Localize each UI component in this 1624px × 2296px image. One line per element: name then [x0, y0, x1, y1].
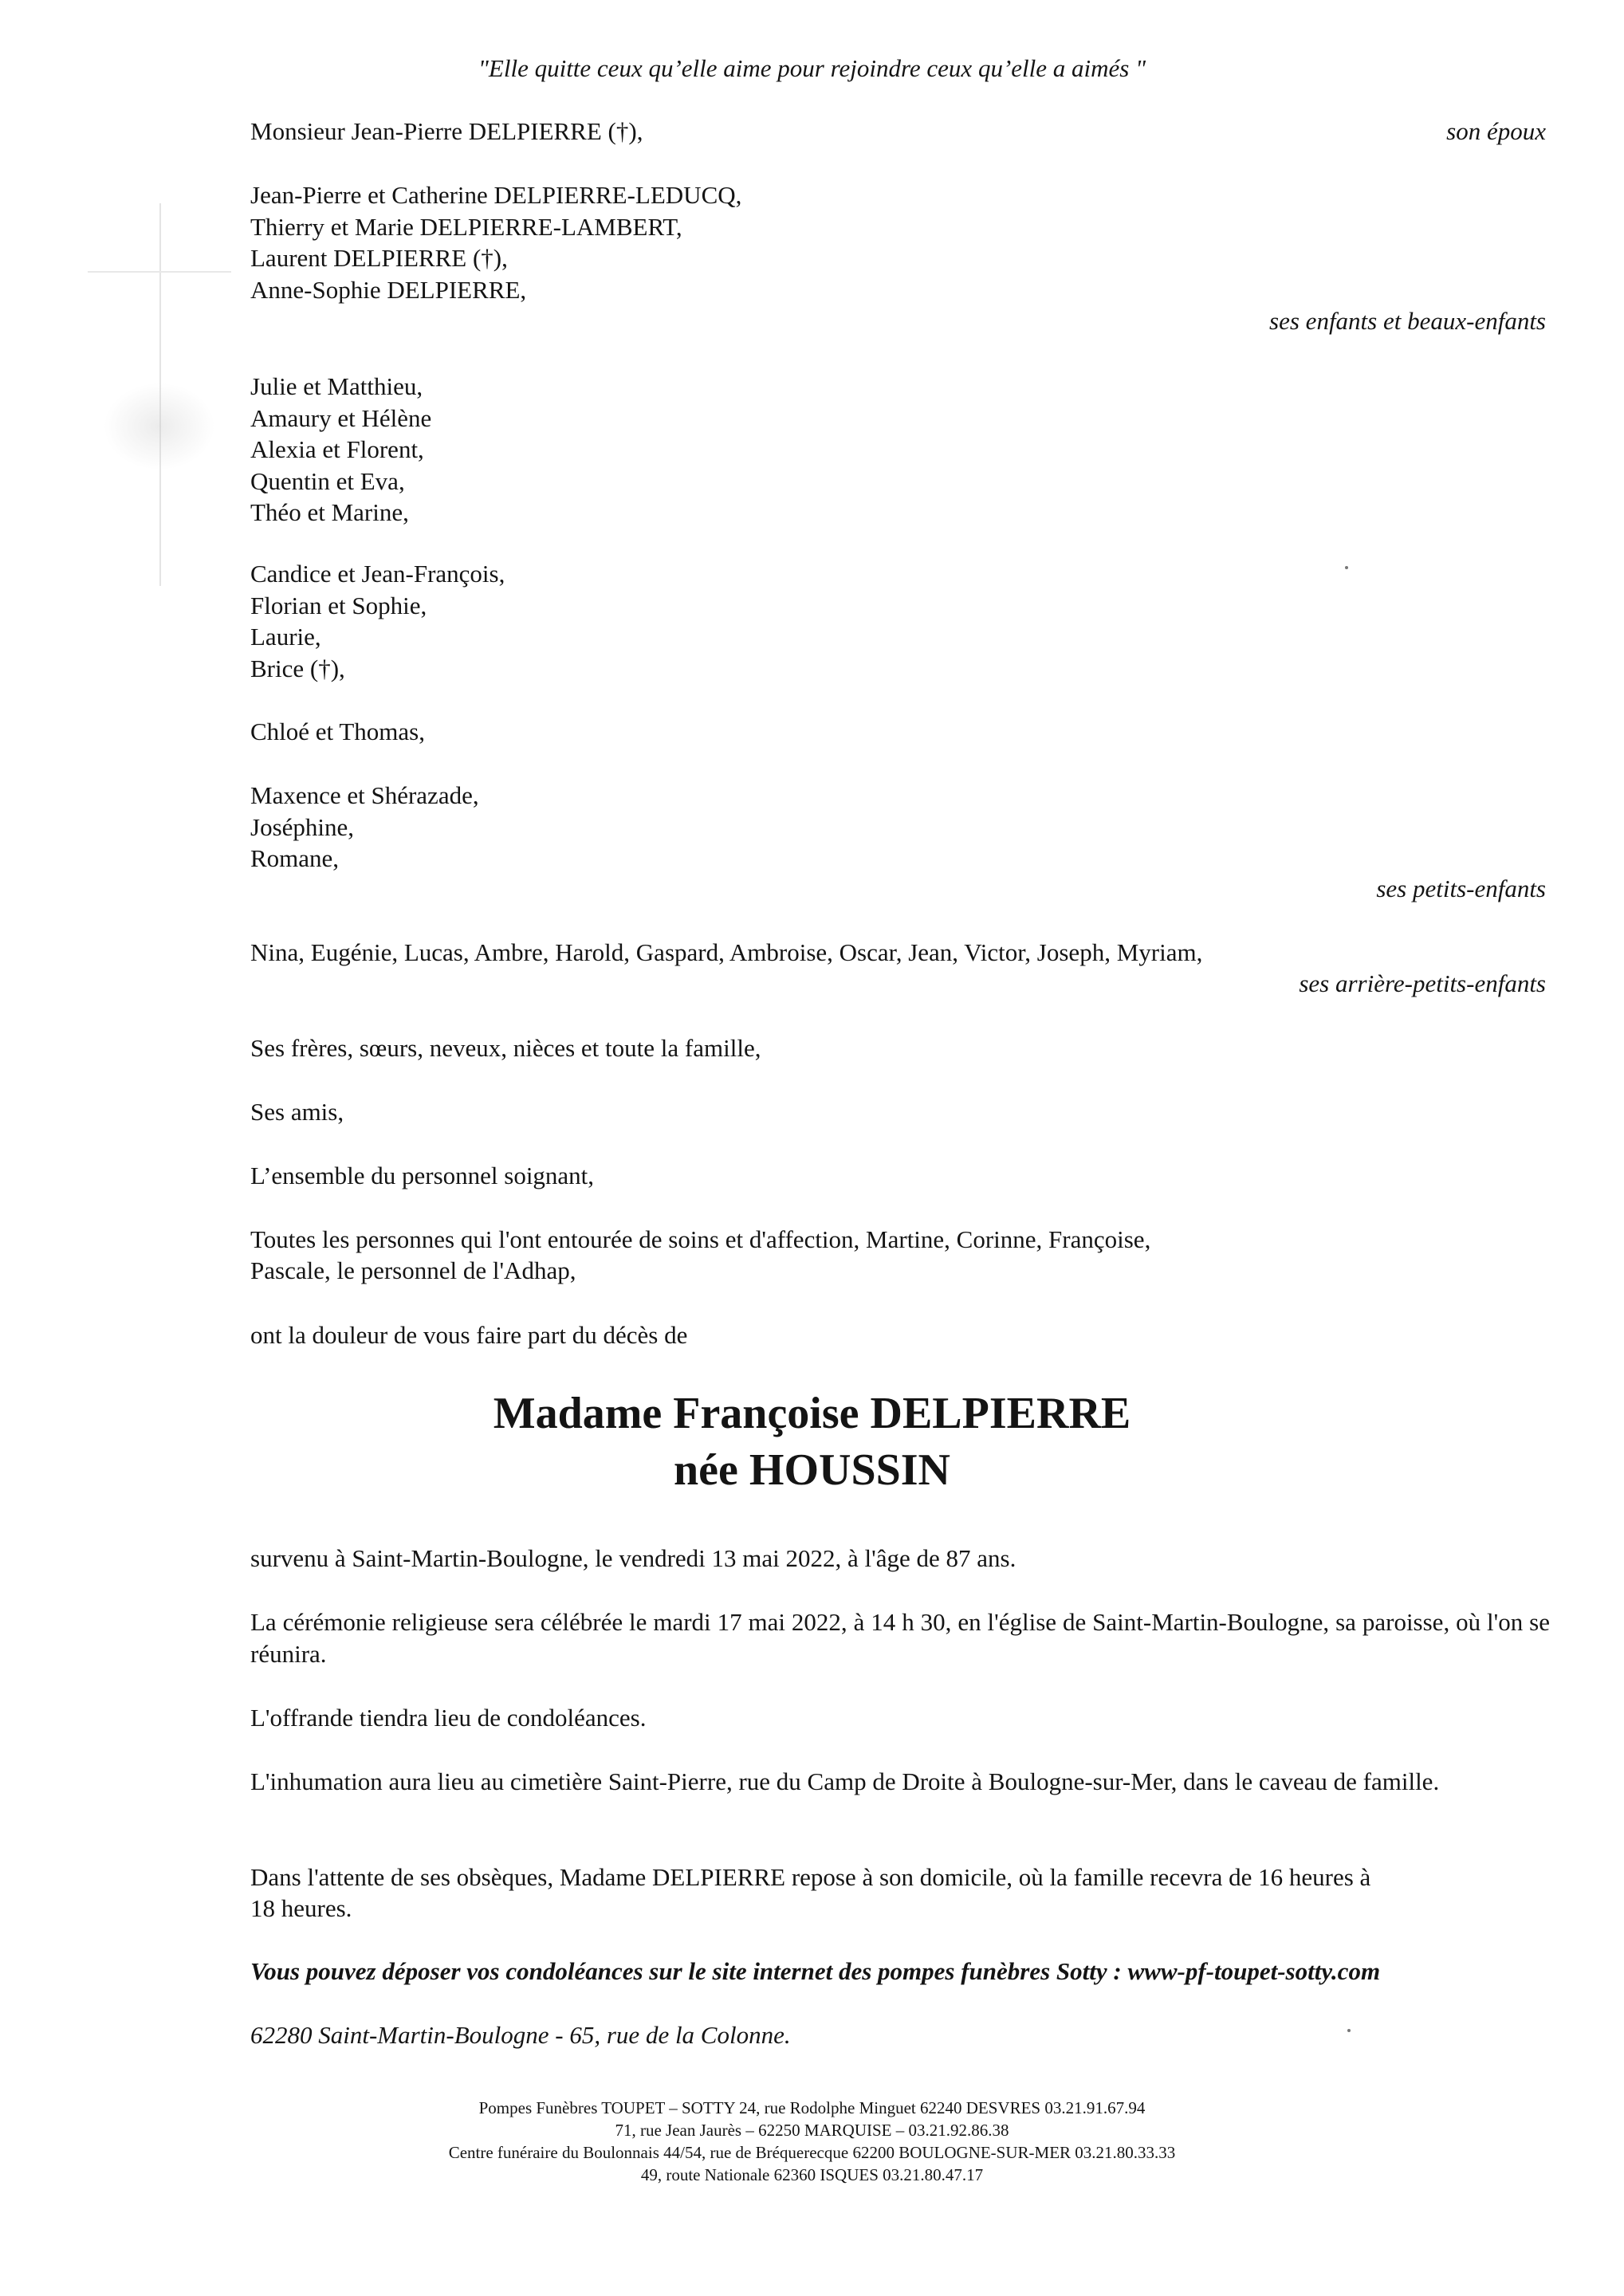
grandchildren-role: ses petits-enfants: [1376, 875, 1546, 902]
footer-line: Centre funéraire du Boulonnais 44/54, rue de Bréquerecque 62200 BOULOGNE-SUR-MER 03.21.80.33.33: [448, 2143, 1176, 2162]
deceased-maiden-name: née HOUSSIN: [674, 1445, 950, 1495]
list-item: Jean-Pierre et Catherine DELPIERRE-LEDUCQ,: [250, 181, 742, 209]
list-item: Romane,: [250, 844, 340, 872]
spouse-name: Monsieur Jean-Pierre DELPIERRE (†),: [250, 117, 643, 145]
grandchildren-group-3: [250, 716, 425, 748]
list-item: Julie et Matthieu,: [250, 372, 423, 400]
rest-details-line-2: 18 heures.: [250, 1894, 352, 1922]
list-item: Brice (†),: [250, 654, 345, 682]
footer-line: 49, route Nationale 62360 ISQUES 03.21.80.47.17: [640, 2165, 984, 2184]
grandchildren-group-1: [250, 371, 431, 529]
friends: Ses amis,: [250, 1098, 344, 1126]
list-item: Anne-Sophie DELPIERRE,: [250, 275, 527, 304]
extended-family: Ses frères, sœurs, neveux, nièces et toute la famille,: [250, 1034, 761, 1062]
scan-smudge: [104, 383, 215, 470]
condolences-note: Vous pouvez déposer vos condoléances sur le site internet des pompes funèbres Sotty : www-pf-toupet-sotty.com: [250, 1957, 1381, 1985]
list-item: Laurent DELPIERRE (†),: [250, 244, 508, 272]
carers-line-1: Toutes les personnes qui l'ont entourée de soins et d'affection, Martine, Corinne, Françoise,: [250, 1225, 1151, 1253]
list-item: Laurie,: [250, 623, 321, 651]
grandchildren-group-4: [250, 780, 479, 875]
list-item: Joséphine,: [250, 812, 355, 841]
care-staff: L’ensemble du personnel soignant,: [250, 1162, 595, 1189]
funeral-home-footer: [0, 2097, 1624, 2186]
death-details: survenu à Saint-Martin-Boulogne, le vendredi 13 mai 2022, à l'âge de 87 ans.: [250, 1544, 1016, 1572]
offering-note: L'offrande tiendra lieu de condoléances.: [250, 1704, 647, 1732]
list-item: Théo et Marine,: [250, 498, 409, 526]
burial-details: L'inhumation aura lieu au cimetière Saint-Pierre, rue du Camp de Droite à Boulogne-sur-Mer, dans le caveau de famille.: [250, 1767, 1440, 1795]
deceased-name: Madame Françoise DELPIERRE: [493, 1389, 1131, 1438]
home-address: 62280 Saint-Martin-Boulogne - 65, rue de la Colonne.: [250, 2021, 791, 2049]
ceremony-details: La cérémonie religieuse sera célébrée le mardi 17 mai 2022, à 14 h 30, en l'église de Saint-Martin-Boulogne, sa paroisse, où l'on se réunira.: [250, 1608, 1550, 1668]
children-list: [250, 179, 741, 305]
epigraph-quote: "Elle quitte ceux qu’elle aime pour rejoindre ceux qu’elle a aimés ": [478, 54, 1146, 82]
list-item: Thierry et Marie DELPIERRE-LAMBERT,: [250, 212, 682, 241]
faint-cross-horizontal: [88, 271, 231, 273]
grandchildren-group-2: [250, 558, 505, 684]
rest-details-line-1: Dans l'attente de ses obsèques, Madame DELPIERRE repose à son domicile, où la famille recevra de 16 heures à: [250, 1863, 1371, 1891]
great-grandchildren-role: ses arrière-petits-enfants: [1299, 969, 1546, 997]
list-item: Quentin et Eva,: [250, 466, 405, 495]
children-role: ses enfants et beaux-enfants: [1269, 307, 1546, 335]
list-item: Florian et Sophie,: [250, 591, 427, 619]
list-item: Alexia et Florent,: [250, 435, 424, 463]
scan-speck: [1345, 566, 1348, 569]
footer-line: Pompes Funèbres TOUPET – SOTTY 24, rue Rodolphe Minguet 62240 DESVRES 03.21.91.67.94: [478, 2098, 1146, 2117]
list-item: Chloé et Thomas,: [250, 718, 425, 745]
list-item: Maxence et Shérazade,: [250, 781, 479, 809]
spouse-role: son époux: [1446, 117, 1546, 145]
footer-line: 71, rue Jean Jaurès – 62250 MARQUISE – 03.21.92.86.38: [615, 2121, 1009, 2140]
scan-speck: [1347, 2029, 1351, 2032]
great-grandchildren-list: Nina, Eugénie, Lucas, Ambre, Harold, Gaspard, Ambroise, Oscar, Jean, Victor, Joseph, Myriam,: [250, 938, 1203, 966]
carers-line-2: Pascale, le personnel de l'Adhap,: [250, 1256, 576, 1284]
announcement: ont la douleur de vous faire part du décès de: [250, 1321, 688, 1349]
list-item: Candice et Jean-François,: [250, 560, 505, 588]
list-item: Amaury et Hélène: [250, 403, 432, 432]
